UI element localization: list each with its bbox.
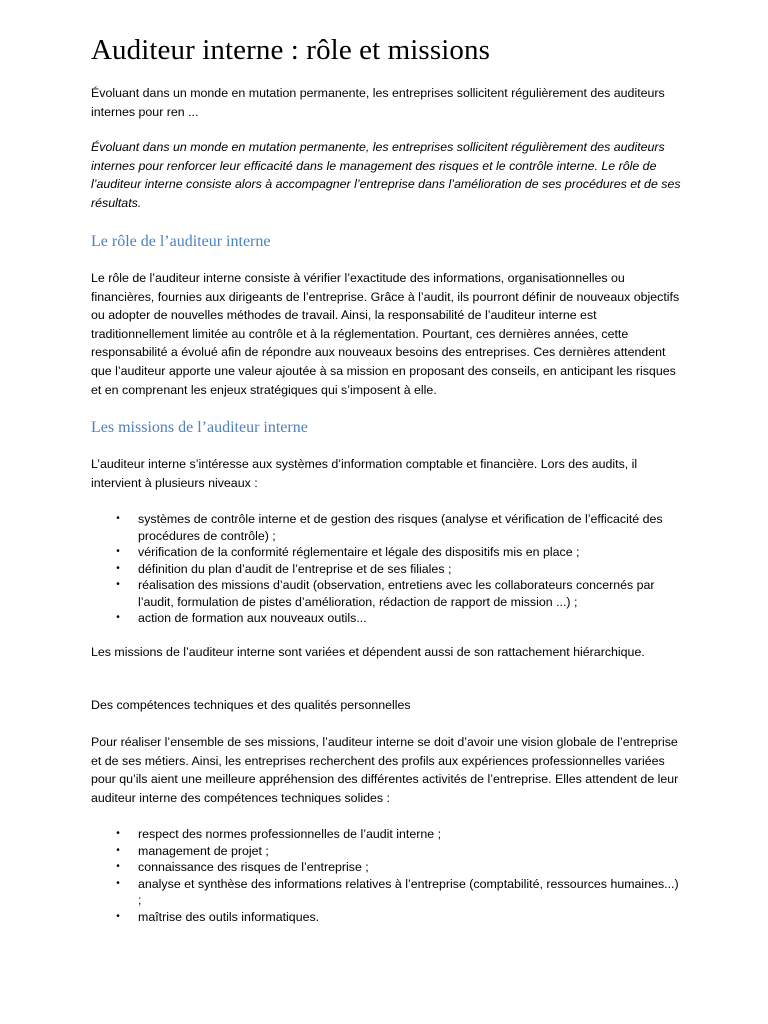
bullet-icon: • (116, 877, 120, 889)
section-skills-body (91, 733, 681, 807)
bullet-icon: • (116, 546, 120, 557)
bullet-icon: • (116, 861, 120, 872)
section-missions-intro (91, 455, 681, 492)
list-item: • vérification de la conformité réglementaire et légale des dispositifs mis en place ; (113, 544, 685, 561)
section-skills-heading-text: Des compétences techniques et des qualités personnelles (91, 698, 411, 712)
intro-full (91, 138, 681, 212)
list-item: • respect des normes professionnelles de l’audit interne ; (113, 826, 685, 843)
section-missions-intro-text: L’auditeur interne s’intéresse aux systèmes d’information comptable et financière. Lors des audits, il intervient à plusieurs niveaux : (91, 457, 638, 490)
bullet-icon: • (116, 579, 120, 590)
bullet-icon: • (116, 562, 120, 574)
list-item: • maîtrise des outils informatiques. (113, 909, 685, 926)
list-item: • réalisation des missions d’audit (observation, entretiens avec les collaborateurs concernés par l’audit, formulation de pistes d’amélioration, rédaction de rapport de mission ...) ; (113, 577, 685, 610)
intro-teaser (91, 84, 681, 121)
section-heading-missions: Les missions de l’auditeur interne (91, 419, 308, 436)
section-skills-heading (91, 696, 681, 715)
list-item: • action de formation aux nouveaux outils... (113, 610, 685, 627)
section-role-text: Le rôle de l’auditeur interne consiste à vérifier l’exactitude des informations, organisationnelles ou financières, fournies aux dirigeants de l’entreprise. Grâce à l’audit, ils pourront définir de nouveaux objectifs ou adopter de nouvelles méthodes de travail. Ainsi, la responsabilité de l’auditeur interne est traditionnellement limitée au contrôle et à la réglementation. Pourtant, ces dernières années, cette responsabilité a évolué afin de répondre aux nouveaux besoins des entreprises. Ces dernières attendent que l’auditeur apporte une valeur ajoutée à sa mission en proposant des conseils, en anticipant les risques et en comprenant les enjeux stratégiques qui s’imposent à elle. (91, 271, 680, 397)
bullet-icon: • (116, 910, 120, 922)
bullet-icon: • (116, 513, 120, 524)
page-title: Auditeur interne : rôle et missions (91, 34, 490, 66)
skills-list (113, 826, 685, 925)
intro-full-text: Évoluant dans un monde en mutation permanente, les entreprises sollicitent régulièrement des auditeurs internes pour renforcer leur efficacité dans le management des risques et le contrôle interne. Le rôle de l’auditeur interne consiste alors à accompagner l’entreprise dans l’amélioration de ses procédures et de ses résultats. (91, 140, 681, 210)
section-missions-outro-text: Les missions de l’auditeur interne sont variées et dépendent aussi de son rattachement hiérarchique. (91, 645, 645, 659)
list-item: • définition du plan d’audit de l’entreprise et de ses filiales ; (113, 561, 685, 578)
list-item: • analyse et synthèse des informations relatives à l’entreprise (comptabilité, ressources humaines...) ; (113, 876, 685, 909)
list-item: • systèmes de contrôle interne et de gestion des risques (analyse et vérification de l’efficacité des procédures de contrôle) ; (113, 511, 685, 544)
list-item: • connaissance des risques de l’entreprise ; (113, 859, 685, 876)
missions-list (113, 511, 685, 627)
bullet-icon: • (116, 828, 120, 839)
section-missions-outro (91, 643, 681, 662)
section-skills-body-text: Pour réaliser l’ensemble de ses missions, l’auditeur interne se doit d’avoir une vision globale de l’entreprise et de ses métiers. Ainsi, les entreprises recherchent des profils aux expériences professionnelles variées pour qu’ils aient une meilleure appréhension des différentes activités de l’entreprise. Elles attendent de leur auditeur interne des compétences techniques solides : (91, 735, 679, 805)
intro-teaser-text: Évoluant dans un monde en mutation permanente, les entreprises sollicitent régulièrement des auditeurs internes pour ren ... (91, 86, 665, 119)
bullet-icon: • (116, 844, 120, 856)
section-heading-role: Le rôle de l’auditeur interne (91, 233, 271, 250)
bullet-icon: • (116, 612, 120, 623)
section-role-body (91, 269, 681, 399)
list-item: • management de projet ; (113, 843, 685, 860)
